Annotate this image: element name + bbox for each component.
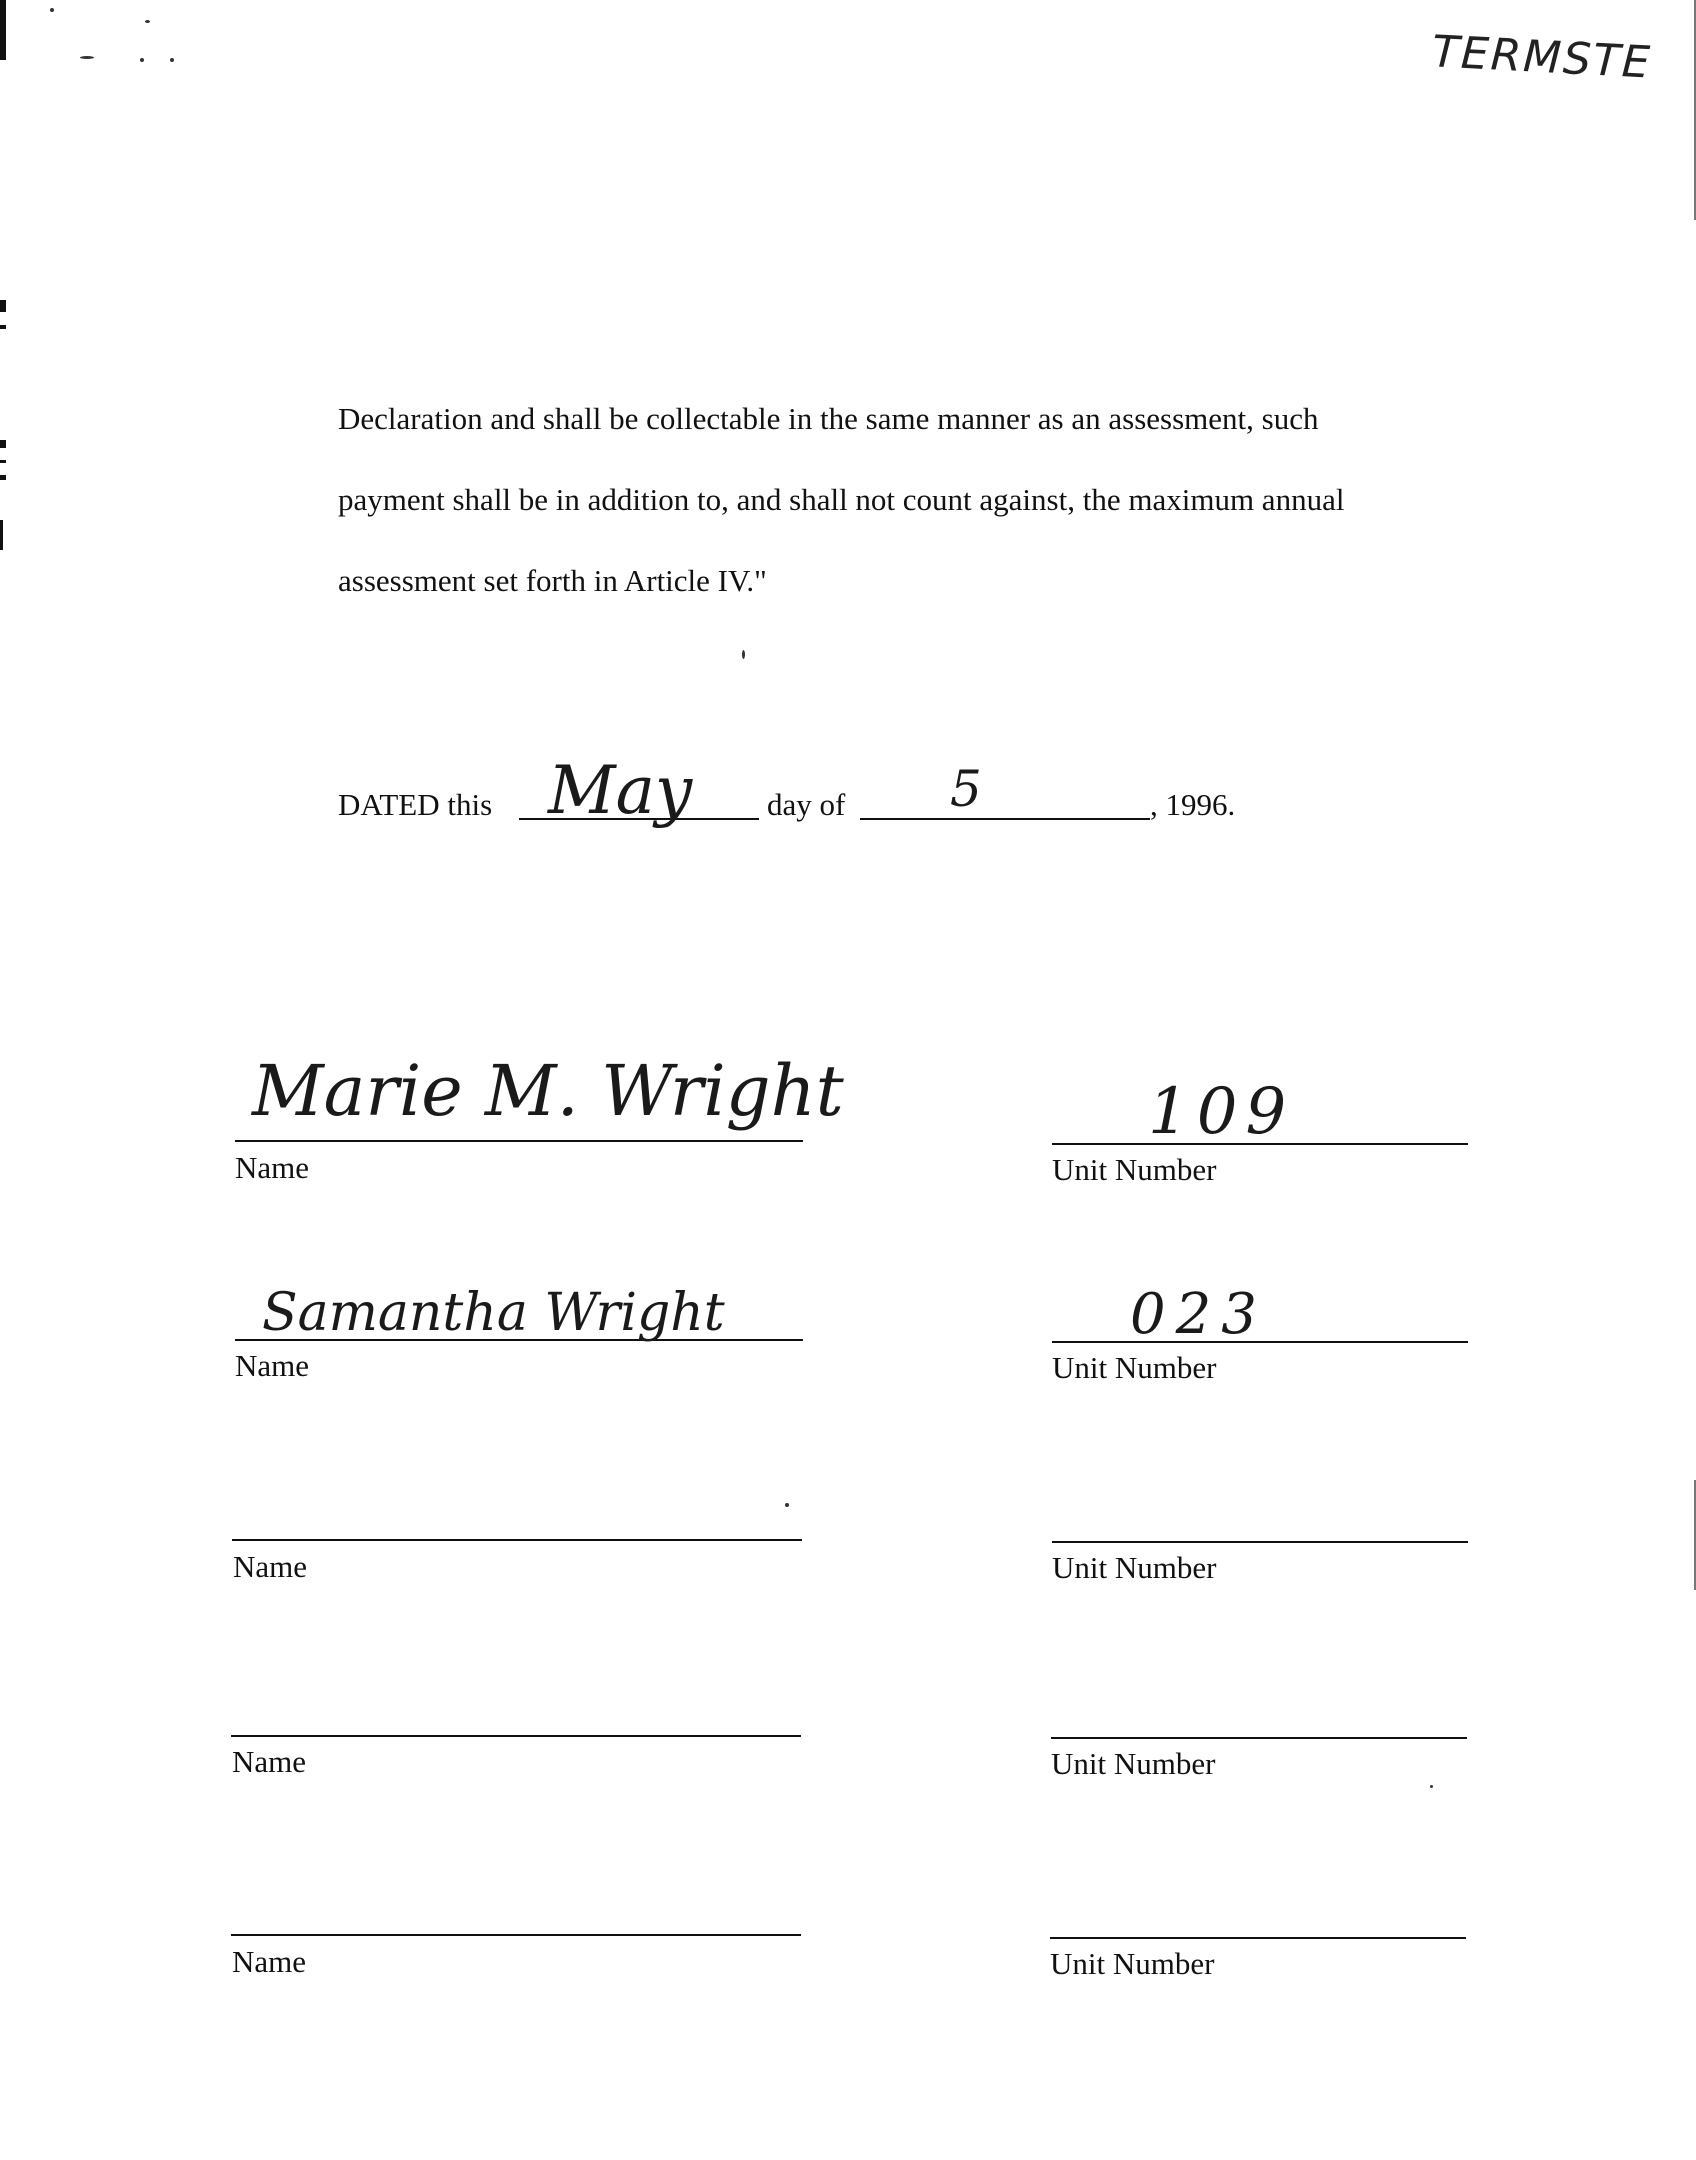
scan-speck: [1430, 1785, 1433, 1788]
unit-number-line[interactable]: [1051, 1737, 1467, 1739]
unit-number-label: Unit Number: [1051, 1746, 1216, 1781]
dated-line: [338, 787, 492, 827]
unit-number-label: Unit Number: [1050, 1946, 1215, 1981]
scan-speck: [170, 58, 174, 62]
scan-speck: [140, 58, 144, 62]
name-label: Name: [235, 1348, 310, 1383]
body-line: payment shall be in addition to, and shall not count against, the maximum annual: [338, 482, 1345, 517]
scan-edge-mark: [0, 325, 6, 329]
name-label: Name: [235, 1150, 310, 1185]
scan-edge-mark: [0, 460, 6, 463]
body-line: Declaration and shall be collectable in the same manner as an assessment, such: [338, 401, 1319, 436]
scan-edge-mark: [0, 520, 3, 550]
name-signature-line[interactable]: [231, 1934, 801, 1936]
handwritten-unit: 109: [1148, 1075, 1295, 1149]
dated-prefix: DATED this: [338, 787, 493, 822]
unit-number-label: Unit Number: [1052, 1550, 1217, 1585]
scan-speck: [80, 56, 94, 59]
name-label: Name: [233, 1549, 308, 1584]
dated-month-blank[interactable]: [860, 818, 1150, 820]
name-signature-line[interactable]: [231, 1735, 801, 1737]
handwritten-name: Samantha Wright: [262, 1283, 725, 1343]
scan-edge-mark: [0, 475, 6, 480]
handwritten-month: 5: [950, 760, 982, 818]
scan-edge-mark: [0, 300, 6, 312]
handwritten-day: May: [548, 752, 693, 829]
unit-number-line[interactable]: [1050, 1937, 1466, 1939]
unit-number-line[interactable]: [1052, 1541, 1468, 1543]
unit-number-label: Unit Number: [1052, 1152, 1217, 1187]
handwritten-unit: 023: [1130, 1282, 1267, 1347]
name-signature-line[interactable]: [235, 1140, 803, 1142]
scan-edge-mark: [0, 440, 6, 448]
scan-speck: [145, 20, 150, 23]
dated-suffix: , 1996.: [1150, 787, 1236, 822]
scan-speck: [50, 8, 54, 12]
scan-speck: [785, 1503, 789, 1507]
unit-number-label: Unit Number: [1052, 1350, 1217, 1385]
declaration-text: [338, 378, 1458, 621]
name-label: Name: [232, 1744, 307, 1779]
handwritten-name: Marie M. Wright: [252, 1050, 844, 1132]
scan-speck: [742, 650, 745, 659]
scan-edge-mark: [0, 0, 6, 60]
body-line: assessment set forth in Article IV.": [338, 563, 767, 598]
corner-handwritten-note: TERMSTE: [1430, 26, 1654, 89]
name-label: Name: [232, 1944, 307, 1979]
dated-middle: day of: [767, 787, 846, 822]
name-signature-line[interactable]: [232, 1539, 802, 1541]
